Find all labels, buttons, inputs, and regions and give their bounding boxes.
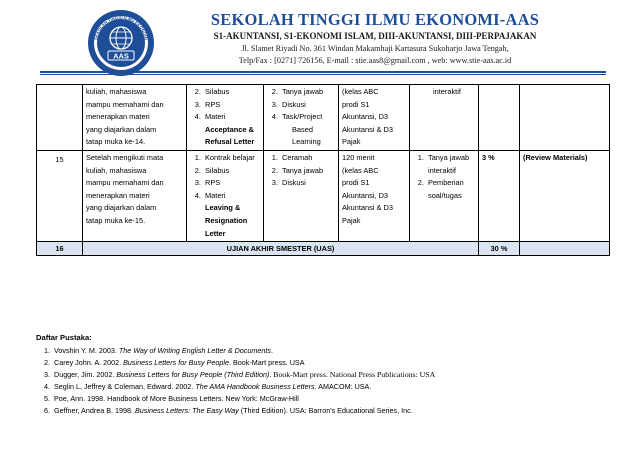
experience-cell <box>410 85 479 151</box>
list-item <box>426 152 475 177</box>
final-exam-label: UJIAN AKHIR SMESTER (UAS) <box>83 242 479 256</box>
list-item: 2. Silabus <box>203 165 260 178</box>
list-item: 3. RPS <box>203 99 260 112</box>
list-item <box>203 111 260 149</box>
objective-cell <box>83 150 187 241</box>
ref-author: Dugger, Jim. 2002. <box>54 370 117 380</box>
methods-cell <box>264 85 339 151</box>
material-topic: Refusal Letter <box>205 137 255 147</box>
material-topic: Leaving & <box>205 203 241 213</box>
experience-label-cont: soal/tugas <box>428 190 462 200</box>
time-line: Akuntansi & D3 <box>342 203 393 213</box>
ref-author: Geffner, Andrea B. 1998. <box>54 406 135 416</box>
contact-line: Telp/Fax : [0271] 726156, E-mail : stie.aas8@gmail.com , web: www.stie-aas.ac.id <box>238 56 512 65</box>
objective-line: kuliah, mahasiswa <box>86 87 147 96</box>
header-divider-thin <box>40 74 606 75</box>
list-item: 2. Tanya jawab <box>280 86 335 99</box>
list-item <box>52 393 632 405</box>
objective-line: menerapkan materi <box>86 112 150 122</box>
list-item <box>52 369 632 381</box>
ref-publisher: . Book-Mart press. USA <box>229 358 305 368</box>
ref-title: The AMA Handbook Business Letters <box>195 382 315 392</box>
objective-line: yang diajarkan dalam <box>86 124 157 134</box>
table-row <box>37 150 610 241</box>
list-item <box>203 190 260 240</box>
ref-publisher: . Book-Mart press. National Press Publications: USA <box>269 370 436 380</box>
time-line: Pajak <box>342 137 361 147</box>
ref-author: Vovshin Y. M. 2003. <box>54 346 119 355</box>
time-line: Pajak <box>342 215 361 225</box>
time-line: Akuntansi, D3 <box>342 190 389 200</box>
lesson-plan-table <box>36 84 610 256</box>
list-item: 3. Diskusi <box>280 177 335 190</box>
list-item: 2. Silabus <box>203 86 260 99</box>
method-label: Task/Project <box>282 112 323 122</box>
address-line: Jl. Slamet Riyadi No. 361 Windan Makamhaji Kartasura Sukoharjo Jawa Tengah, <box>241 44 509 53</box>
objective-line: tatap muka ke-14. <box>86 137 146 147</box>
objective-line: yang diajarkan dalam <box>86 203 157 213</box>
weight-value: 3 % <box>479 150 520 241</box>
material-topic: Letter <box>205 228 226 238</box>
bibliography-list <box>36 345 632 418</box>
objective-cell <box>83 85 187 151</box>
criteria-cell <box>520 85 610 151</box>
time-cell <box>339 85 410 151</box>
list-item: 1. Kontrak belajar <box>203 152 260 165</box>
list-item <box>52 381 632 393</box>
material-item-label: Materi <box>205 112 226 122</box>
ref-author: Seglin L, Jeffrey & Coleman, Edward. 2002. <box>54 382 196 392</box>
table-row <box>37 85 610 151</box>
weight-cell <box>479 85 520 151</box>
list-item <box>280 111 335 149</box>
method-label-cont: Learning <box>292 137 321 147</box>
list-item <box>52 405 632 417</box>
meeting-number-cell <box>37 85 83 151</box>
objective-line: mampu memahami dan <box>86 99 164 109</box>
list-item <box>426 177 475 202</box>
table-row <box>37 242 610 256</box>
time-line: prodi S1 <box>342 99 370 109</box>
materials-cell <box>187 150 264 241</box>
letterhead <box>0 0 638 80</box>
meeting-number: 15 <box>37 150 83 241</box>
meeting-number: 16 <box>37 242 83 256</box>
institution-name: SEKOLAH TINGGI ILMU EKONOMI-AAS <box>210 10 540 29</box>
logo-arc-text: SEKOLAH TINGGI ILMU EKONOMI <box>93 14 149 41</box>
time-line: Akuntansi & D3 <box>342 124 393 134</box>
material-item-label: Materi <box>205 190 226 200</box>
objective-line: menerapkan materi <box>86 190 150 200</box>
methods-cell <box>264 150 339 241</box>
bibliography-title: Daftar Pustaka: <box>36 333 92 342</box>
time-line: (kelas ABC <box>342 165 379 175</box>
ref-author: Carey John. A. 2002. <box>54 358 124 368</box>
time-line: prodi S1 <box>342 178 370 188</box>
time-line: Akuntansi, D3 <box>342 112 389 122</box>
list-item: 2. Tanya jawab <box>280 165 335 178</box>
ref-title: Business Letters: The Easy Way <box>134 406 239 416</box>
ref-title: Business Letters for Busy People (Third Edition) <box>116 370 270 380</box>
experience-label-cont: interaktif <box>428 165 456 175</box>
ref-publisher: (Third Edition). USA: Barron's Educational Series, Inc. <box>238 406 413 416</box>
material-topic: Acceptance & <box>205 124 254 134</box>
objective-line: kuliah, mahasiswa <box>86 165 147 175</box>
list-item: 3. Diskusi <box>280 99 335 112</box>
time-line: 120 menit <box>342 152 375 162</box>
criteria-value: (Review Materials) <box>520 150 610 241</box>
experience-line: interaktif <box>433 87 461 96</box>
ref-publisher: . <box>270 346 273 355</box>
objective-line: tatap muka ke-15. <box>86 215 146 225</box>
list-item: 1. Ceramah <box>280 152 335 165</box>
time-line: (kelas ABC <box>342 87 379 96</box>
criteria-cell <box>520 242 610 256</box>
program-list: S1-AKUNTANSI, S1-EKONOMI ISLAM, DIII-AKUNTANSI, DIII-PERPAJAKAN <box>213 31 537 41</box>
ref-author: Poe, Ann. 1998. Handbook of More Business Letters. New York: McGraw-Hill <box>54 394 299 404</box>
experience-cell <box>410 150 479 241</box>
list-item <box>52 345 632 357</box>
ref-publisher: . AMACOM: USA. <box>314 382 372 392</box>
objective-line: mampu memahami dan <box>86 178 164 188</box>
experience-label: Tanya jawab <box>428 152 470 162</box>
objective-line: Setelah mengikuti mata <box>86 152 164 162</box>
list-item <box>52 357 632 369</box>
ref-title: Business Letters for Busy People <box>123 358 229 368</box>
method-label-cont: Based <box>292 124 313 134</box>
list-item: 3. RPS <box>203 177 260 190</box>
material-topic: Resignation <box>205 215 248 225</box>
ref-title: The Way of Writing English Letter & Documents <box>118 346 271 355</box>
header-divider <box>40 71 606 73</box>
materials-cell <box>187 85 264 151</box>
logo-center-text: AAS <box>113 51 129 61</box>
time-cell <box>339 150 410 241</box>
weight-value: 30 % <box>479 242 520 256</box>
experience-label: Pemberian <box>428 178 464 188</box>
